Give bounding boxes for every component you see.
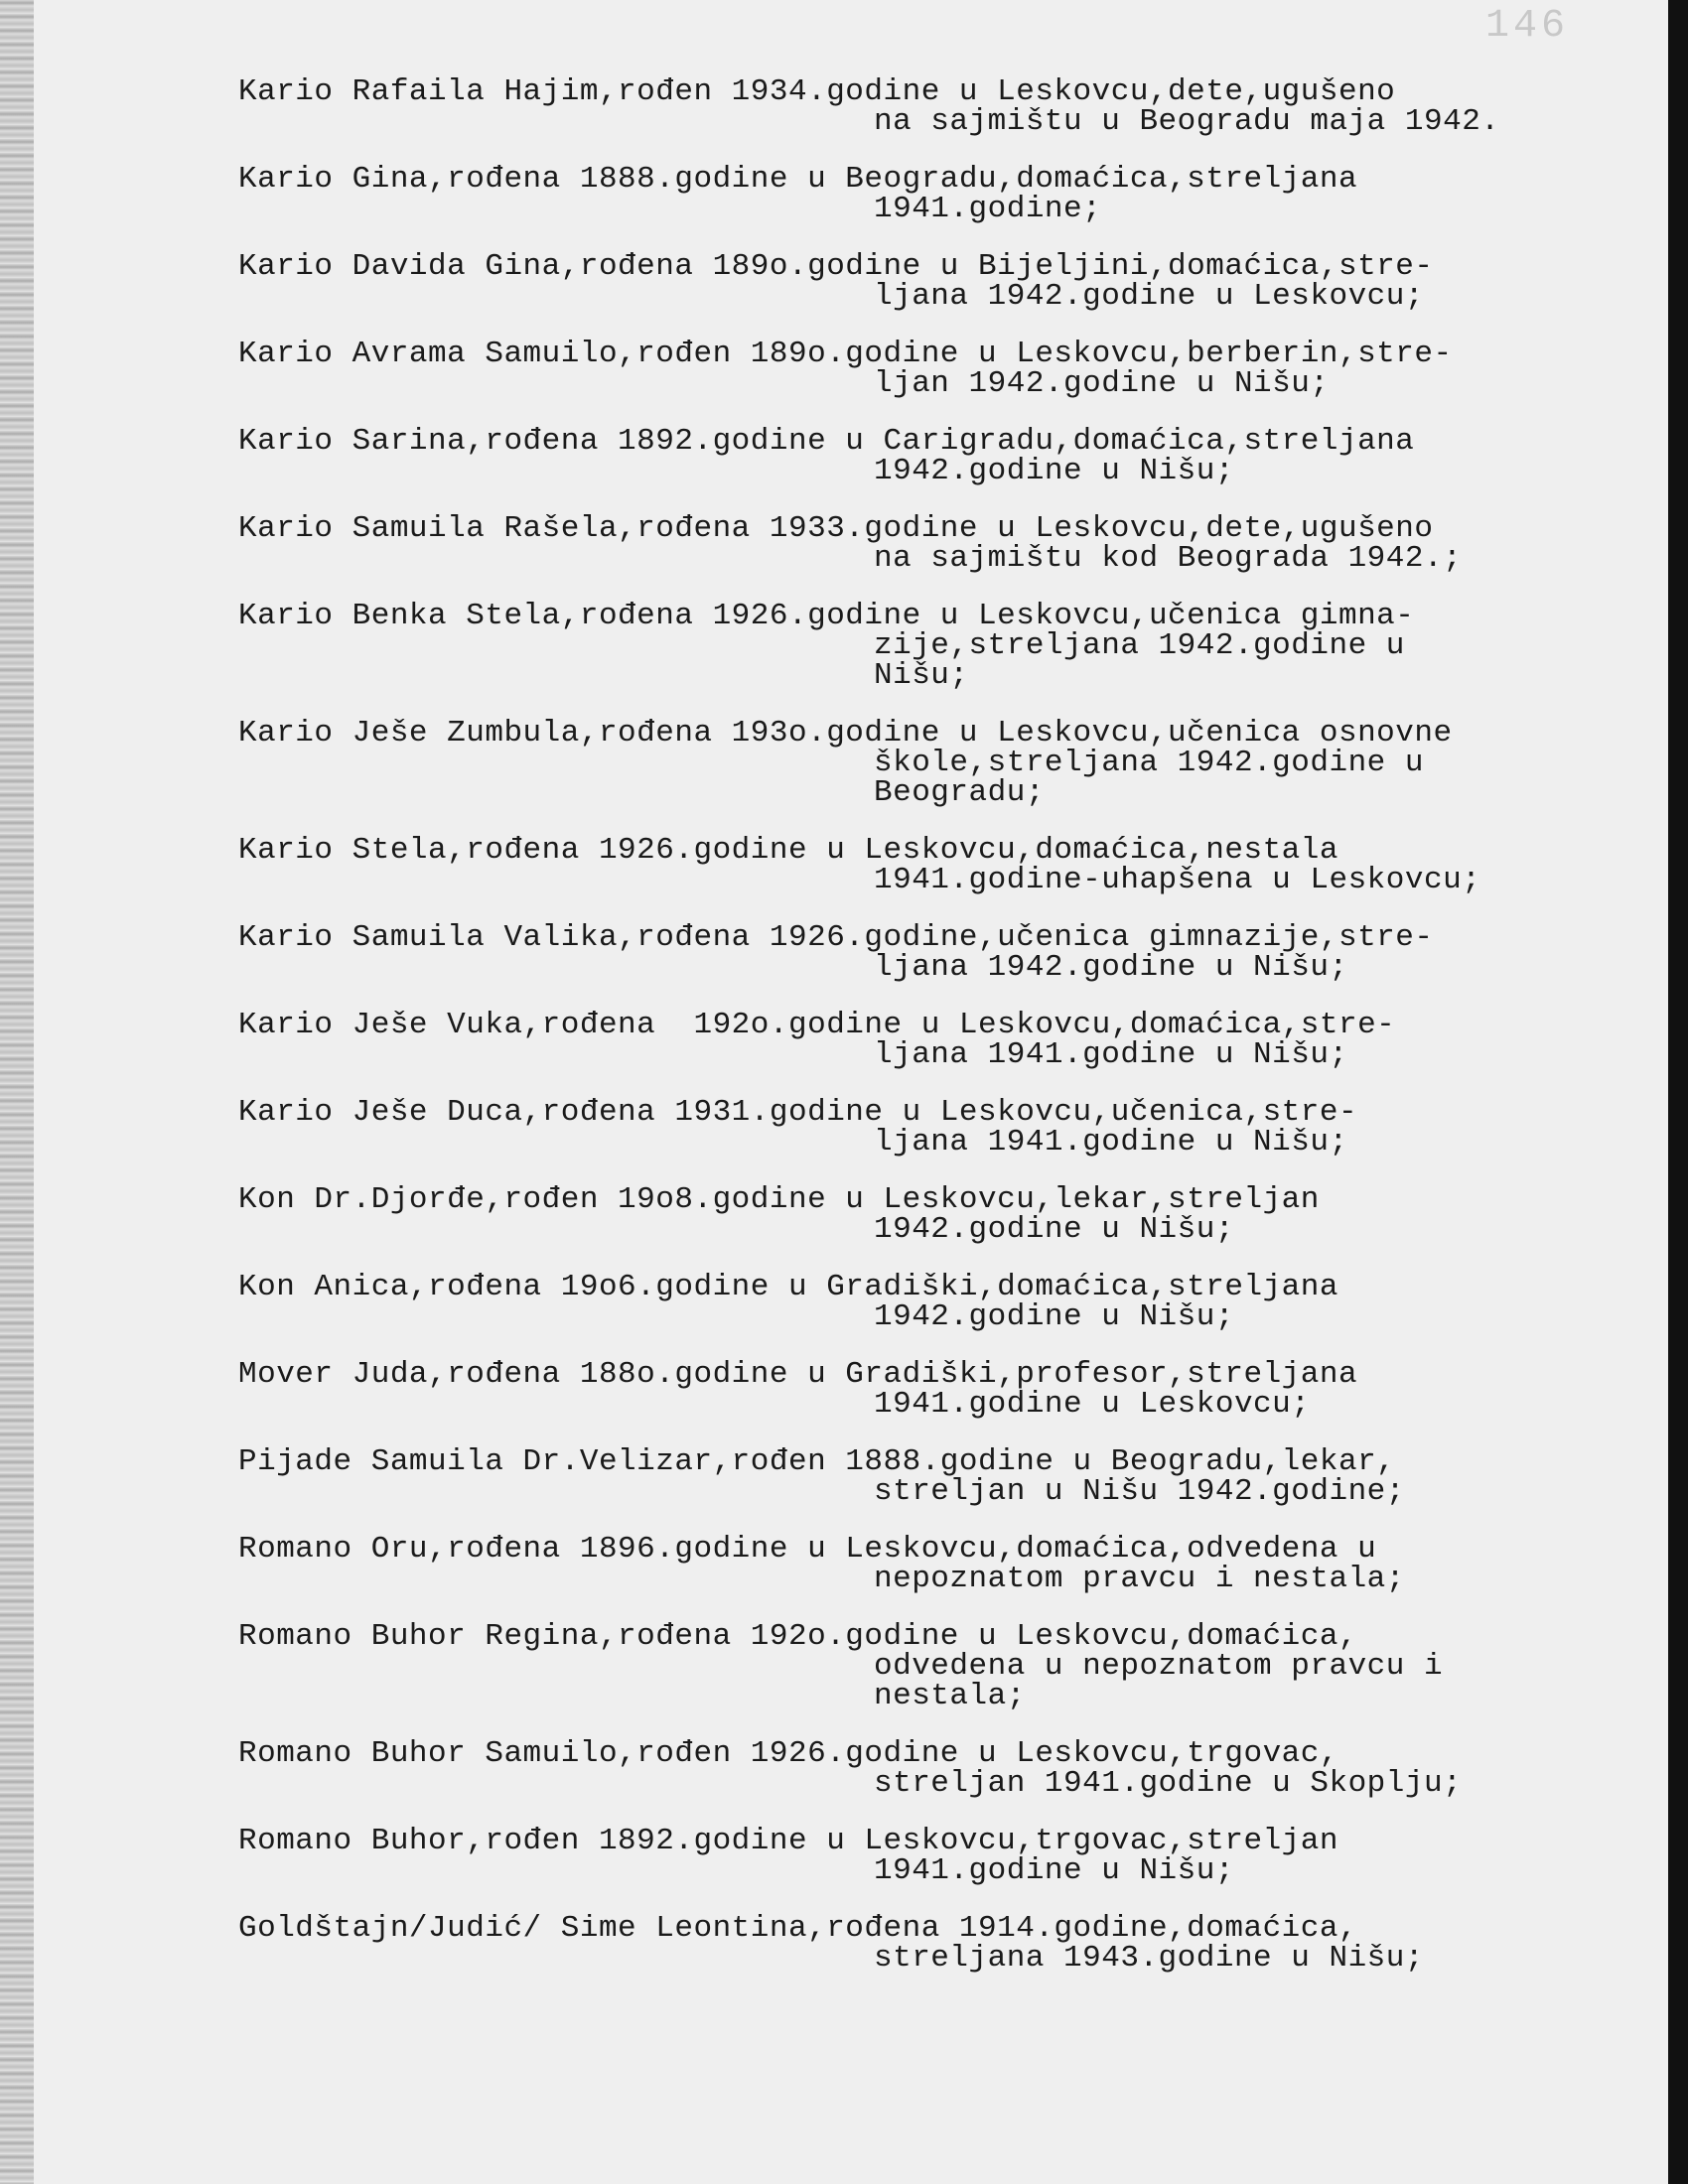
- entry-first-line: Kario Samuila Valika,rođena 1926.godine,učenica gimnazije,stre-: [238, 920, 1434, 955]
- list-entry: [238, 249, 1569, 314]
- entry-first-line: Kario Davida Gina,rođena 189o.godine u Bijeljini,domaćica,stre-: [238, 249, 1434, 284]
- scan-binding-shadow: [0, 0, 34, 2184]
- entry-first-line: Romano Buhor Samuilo,rođen 1926.godine u Leskovcu,trgovac,: [238, 1736, 1338, 1771]
- entry-first-line: Kario Rafaila Hajim,rođen 1934.godine u Leskovcu,dete,ugušeno: [238, 74, 1396, 109]
- list-entry: [238, 920, 1569, 985]
- list-entry: [238, 1270, 1569, 1334]
- list-entry: [238, 74, 1569, 139]
- entry-continuation-line: 1941.godine u Nišu;: [874, 1853, 1234, 1888]
- entry-continuation-line: na sajmištu u Beogradu maja 1942.: [874, 104, 1500, 139]
- scan-border: [1668, 0, 1688, 2184]
- entry-continuation-line: 1941.godine u Leskovcu;: [874, 1387, 1311, 1422]
- entry-first-line: Romano Buhor,rođen 1892.godine u Leskovcu,trgovac,streljan: [238, 1824, 1338, 1858]
- entry-first-line: Goldštajn/Judić/ Sime Leontina,rođena 1914.godine,domaćica,: [238, 1911, 1358, 1946]
- entry-continuation-line: streljana 1943.godine u Nišu;: [874, 1941, 1424, 1976]
- list-entry: [238, 1619, 1569, 1713]
- entry-first-line: Romano Buhor Regina,rođena 192o.godine u Leskovcu,domaćica,: [238, 1619, 1358, 1654]
- entry-first-line: Kon Anica,rođena 19o6.godine u Gradiški,domaćica,streljana: [238, 1270, 1338, 1304]
- entry-continuation-line: na sajmištu kod Beograda 1942.;: [874, 541, 1463, 576]
- list-entry: [238, 1824, 1569, 1888]
- entry-first-line: Kario Avrama Samuilo,rođen 189o.godine u Leskovcu,berberin,stre-: [238, 337, 1453, 371]
- entry-continuation-line: streljan u Nišu 1942.godine;: [874, 1474, 1405, 1509]
- entry-first-line: Kario Ješe Zumbula,rođena 193o.godine u Leskovcu,učenica osnovne: [238, 716, 1453, 751]
- entry-continuation-line: streljan 1941.godine u Skoplju;: [874, 1766, 1463, 1801]
- entry-continuation-line: Nišu;: [874, 658, 969, 693]
- list-entry: [238, 1911, 1569, 1976]
- list-entry: [238, 1008, 1569, 1072]
- entry-continuation-line: škole,streljana 1942.godine u: [874, 746, 1424, 780]
- list-entry: [238, 337, 1569, 401]
- list-entry: [238, 1182, 1569, 1247]
- entry-continuation-line: ljana 1942.godine u Nišu;: [874, 950, 1348, 985]
- entry-first-line: Kario Sarina,rođena 1892.godine u Carigradu,domaćica,streljana: [238, 424, 1415, 459]
- page-number: 146: [1484, 4, 1569, 49]
- entry-continuation-line: nepoznatom pravcu i nestala;: [874, 1562, 1405, 1596]
- list-entry: [238, 1095, 1569, 1160]
- entry-continuation-line: 1942.godine u Nišu;: [874, 1299, 1234, 1334]
- entry-continuation-line: ljana 1941.godine u Nišu;: [874, 1125, 1348, 1160]
- entry-continuation-line: 1942.godine u Nišu;: [874, 454, 1234, 488]
- list-entry: [238, 716, 1569, 810]
- entry-first-line: Kon Dr.Djorđe,rođen 19o8.godine u Leskovcu,lekar,streljan: [238, 1182, 1320, 1217]
- victim-list: [238, 74, 1569, 2001]
- entry-first-line: Kario Ješe Duca,rođena 1931.godine u Leskovcu,učenica,stre-: [238, 1095, 1358, 1130]
- entry-first-line: Pijade Samuila Dr.Velizar,rođen 1888.godine u Beogradu,lekar,: [238, 1444, 1396, 1479]
- entry-continuation-line: ljana 1942.godine u Leskovcu;: [874, 279, 1424, 314]
- list-entry: [238, 833, 1569, 897]
- entry-continuation-line: Beogradu;: [874, 775, 1045, 810]
- list-entry: [238, 1444, 1569, 1509]
- entry-first-line: Kario Ješe Vuka,rođena 192o.godine u Leskovcu,domaćica,stre-: [238, 1008, 1396, 1042]
- entry-first-line: Kario Stela,rođena 1926.godine u Leskovcu,domaćica,nestala: [238, 833, 1338, 868]
- list-entry: [238, 162, 1569, 226]
- entry-continuation-line: ljana 1941.godine u Nišu;: [874, 1037, 1348, 1072]
- entry-first-line: Kario Samuila Rašela,rođena 1933.godine u Leskovcu,dete,ugušeno: [238, 511, 1434, 546]
- list-entry: [238, 599, 1569, 693]
- list-entry: [238, 424, 1569, 488]
- list-entry: [238, 1532, 1569, 1596]
- entry-continuation-line: nestala;: [874, 1679, 1026, 1713]
- entry-continuation-line: 1942.godine u Nišu;: [874, 1212, 1234, 1247]
- entry-continuation-line: zije,streljana 1942.godine u: [874, 628, 1405, 663]
- entry-continuation-line: ljan 1942.godine u Nišu;: [874, 366, 1330, 401]
- entry-continuation-line: odvedena u nepoznatom pravcu i: [874, 1649, 1444, 1684]
- entry-continuation-line: 1941.godine;: [874, 192, 1102, 226]
- entry-continuation-line: 1941.godine-uhapšena u Leskovcu;: [874, 863, 1481, 897]
- list-entry: [238, 1357, 1569, 1422]
- list-entry: [238, 1736, 1569, 1801]
- entry-first-line: Kario Benka Stela,rođena 1926.godine u Leskovcu,učenica gimna-: [238, 599, 1415, 633]
- entry-first-line: Mover Juda,rođena 188o.godine u Gradiški,profesor,streljana: [238, 1357, 1358, 1392]
- entry-first-line: Romano Oru,rođena 1896.godine u Leskovcu,domaćica,odvedena u: [238, 1532, 1377, 1567]
- list-entry: [238, 511, 1569, 576]
- entry-first-line: Kario Gina,rođena 1888.godine u Beogradu,domaćica,streljana: [238, 162, 1358, 197]
